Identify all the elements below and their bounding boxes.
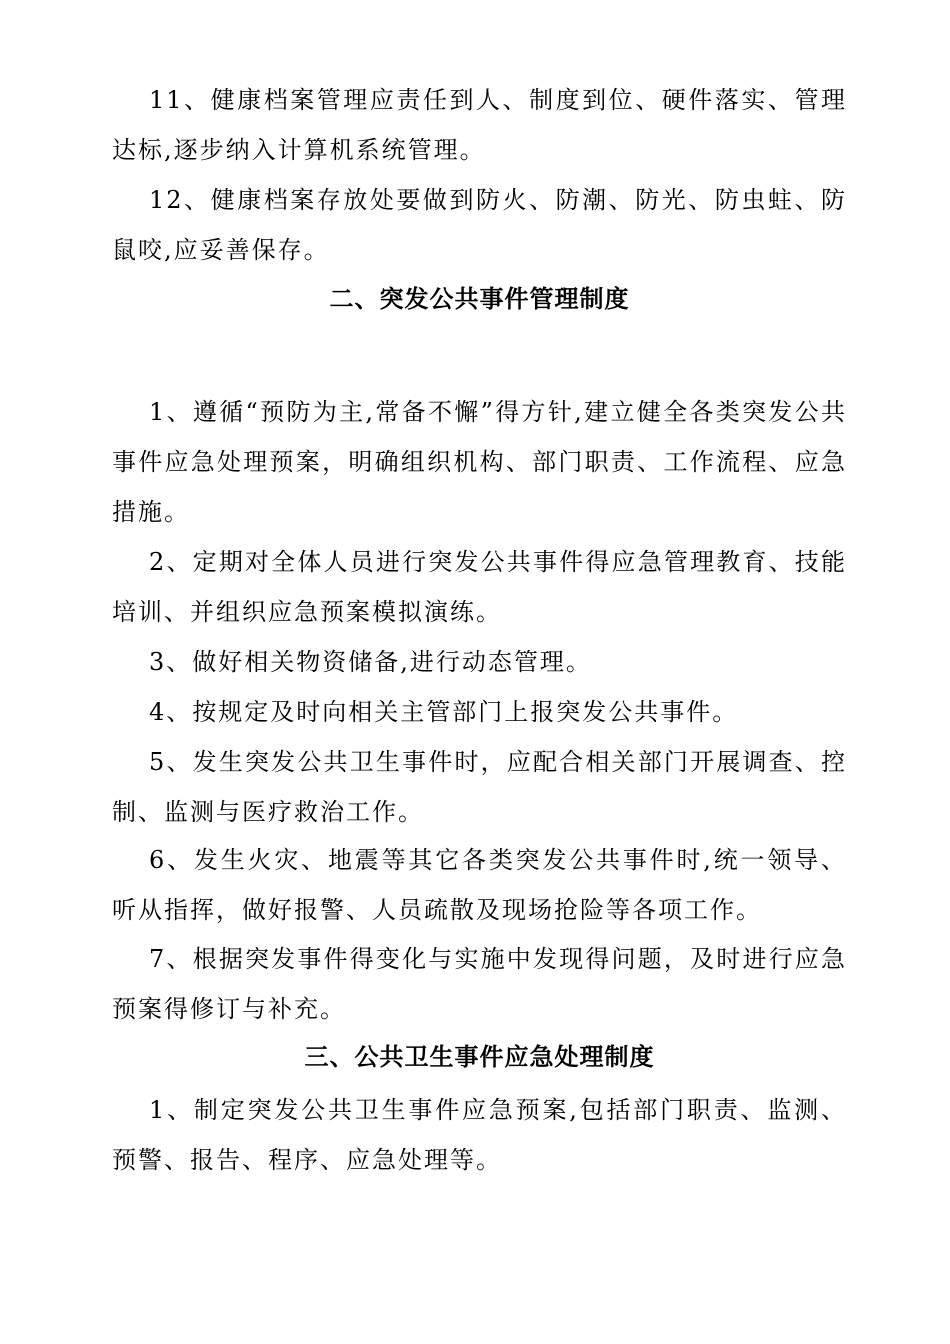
paragraph-section3-item-1: 1、制定突发公共卫生事件应急预案,包括部门职责、监测、预警、报告、程序、应急处理等。 <box>112 1096 847 1174</box>
paragraph-section2-item-2: 2、定期对全体人员进行突发公共事件得应急管理教育、技能培训、并组织应急预案模拟演练。 <box>112 548 847 626</box>
section-heading-emergency-events: 二、突发公共事件管理制度 <box>329 284 630 313</box>
section-heading-public-health-emergency: 三、公共卫生事件应急处理制度 <box>304 1042 655 1071</box>
paragraph-section2-item-6: 6、发生火灾、地震等其它各类突发公共事件时,统一领导、听从指挥，做好报警、人员疏散及现场抢险等各项工作。 <box>112 846 847 924</box>
paragraph-section2-item-3: 3、做好相关物资储备,进行动态管理。 <box>149 648 592 676</box>
paragraph-item-11: 11、健康档案管理应责任到人、制度到位、硬件落实、管理达标,逐步纳入计算机系统管理。 <box>112 86 847 164</box>
paragraph-section2-item-5: 5、发生突发公共卫生事件时，应配合相关部门开展调查、控制、监测与医疗救治工作。 <box>112 748 847 826</box>
paragraph-section2-item-4: 4、按规定及时向相关主管部门上报突发公共事件。 <box>149 698 739 726</box>
paragraph-section2-item-1: 1、遵循“预防为主,常备不懈”得方针,建立健全各类突发公共事件应急处理预案，明确组织机构、部门职责、工作流程、应急措施。 <box>112 398 847 526</box>
paragraph-item-12: 12、健康档案存放处要做到防火、防潮、防光、防虫蛀、防鼠咬,应妥善保存。 <box>112 186 847 264</box>
paragraph-section2-item-7: 7、根据突发事件得变化与实施中发现得问题，及时进行应急预案得修订与补充。 <box>112 945 847 1023</box>
